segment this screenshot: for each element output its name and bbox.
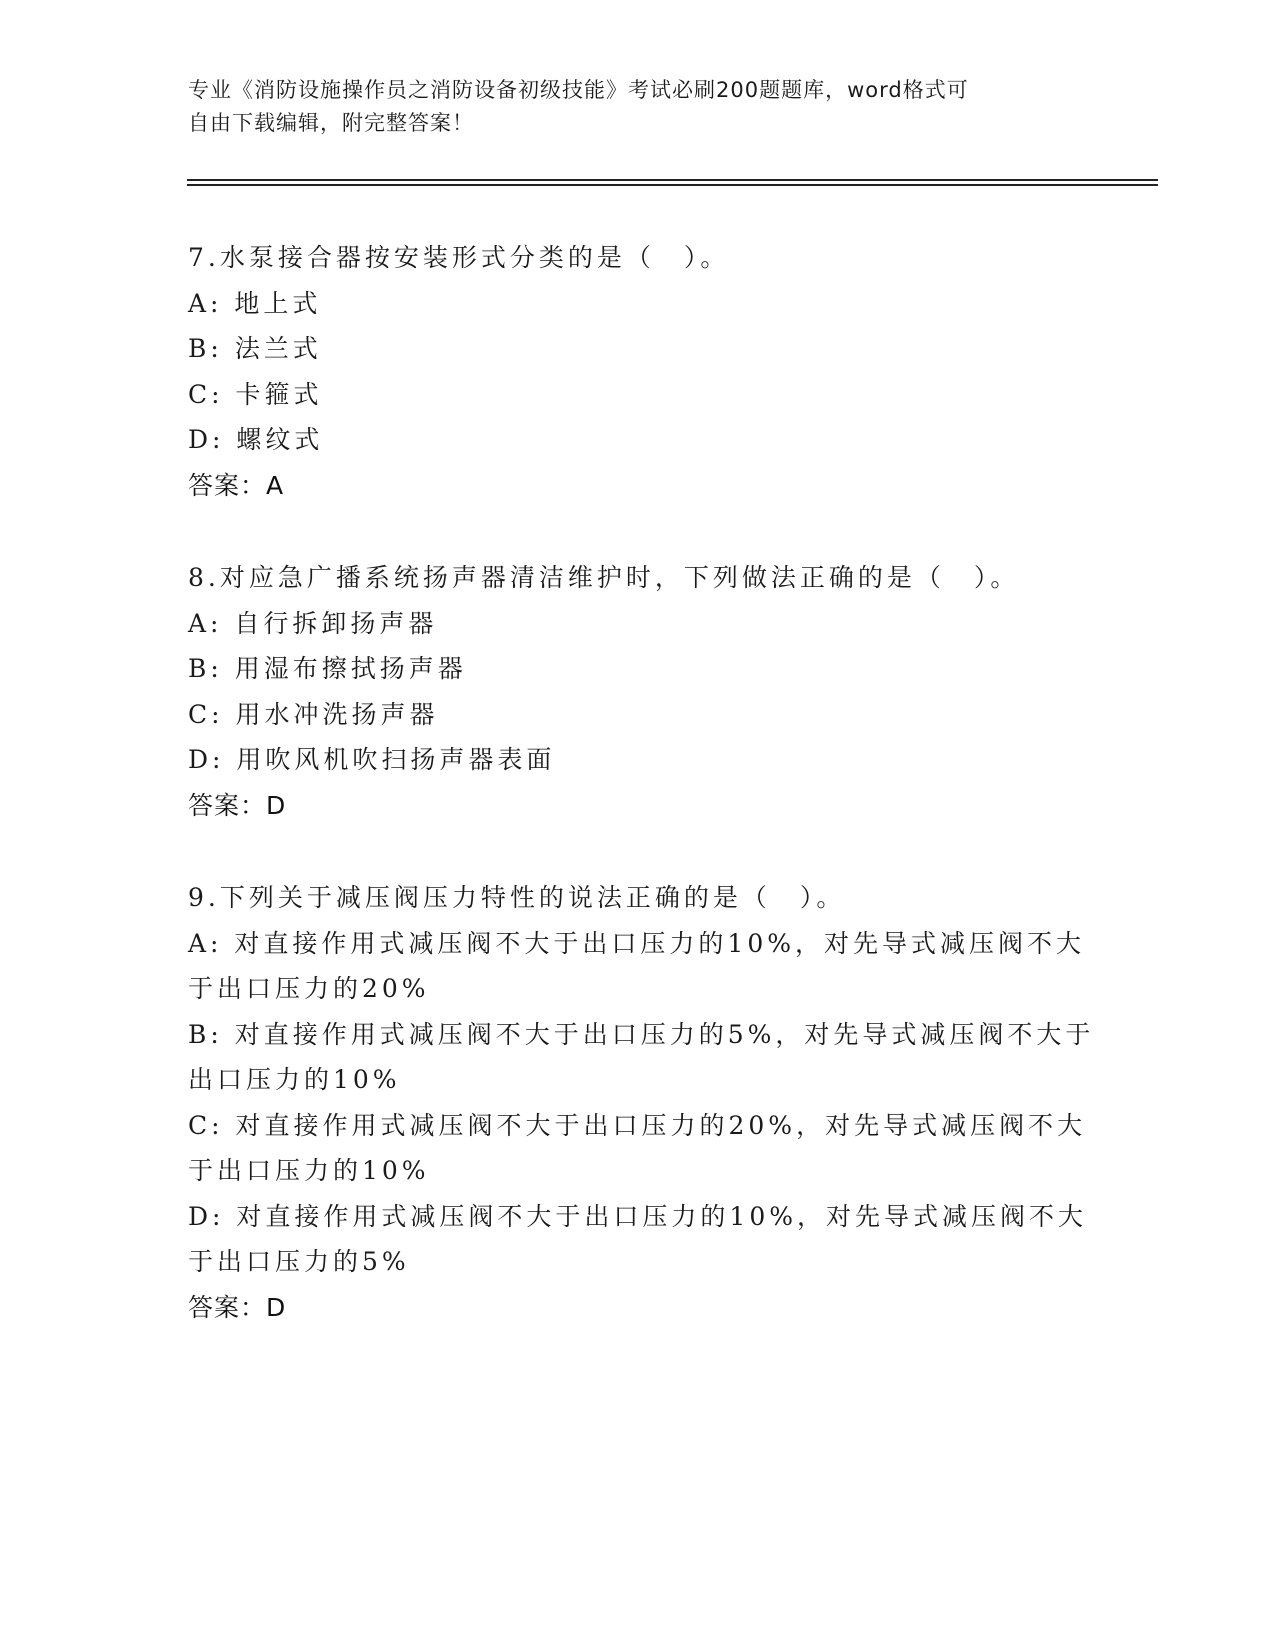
option-a-line-1: A: 对直接作用式减压阀不大于出口压力的10%，对先导式减压阀不大	[188, 928, 1085, 958]
answer: 答案：A	[188, 470, 285, 500]
option-b: B: 用湿布擦拭扬声器	[188, 654, 467, 683]
header-line-1: 专业《消防设施操作员之消防设备初级技能》考试必刷200题题库，word格式可	[188, 78, 969, 102]
option-c: C: 用水冲洗扬声器	[188, 699, 439, 729]
option-c: C: 卡箍式	[188, 379, 323, 409]
question-stem: 9.下列关于减压阀压力特性的说法正确的是（ ）。	[188, 883, 846, 912]
option-d-line-2: 于出口压力的5%	[188, 1247, 410, 1276]
option-c-line-2: 于出口压力的10%	[188, 1156, 430, 1185]
option-d-line-1: D: 对直接作用式减压阀不大于出口压力的10%，对先导式减压阀不大	[188, 1201, 1087, 1231]
option-a-line-2: 于出口压力的20%	[188, 974, 430, 1003]
question-7	[188, 235, 1088, 508]
option-a: A: 地上式	[188, 288, 322, 318]
option-c-line-1: C: 对直接作用式减压阀不大于出口压力的20%，对先导式减压阀不大	[188, 1110, 1087, 1140]
question-8	[188, 555, 1088, 828]
answer: 答案：D	[188, 790, 287, 820]
document-header	[188, 74, 1088, 140]
option-b: B: 法兰式	[188, 334, 322, 363]
question-9	[188, 875, 1095, 1330]
question-stem: 7.水泵接合器按安装形式分类的是（ ）。	[188, 243, 730, 272]
option-b-line-2: 出口压力的10%	[188, 1065, 401, 1094]
answer: 答案：D	[188, 1292, 287, 1322]
header-divider-top	[187, 179, 1158, 181]
option-b-line-1: B: 对直接作用式减压阀不大于出口压力的5%，对先导式减压阀不大于	[188, 1019, 1095, 1049]
option-a: A: 自行拆卸扬声器	[188, 608, 438, 638]
header-divider-bottom	[187, 184, 1158, 186]
option-d: D: 用吹风机吹扫扬声器表面	[188, 745, 556, 774]
option-d: D: 螺纹式	[188, 425, 324, 454]
question-stem: 8.对应急广播系统扬声器清洁维护时，下列做法正确的是（ ）。	[188, 563, 1020, 592]
header-line-2: 自由下载编辑，附完整答案！	[188, 111, 474, 135]
